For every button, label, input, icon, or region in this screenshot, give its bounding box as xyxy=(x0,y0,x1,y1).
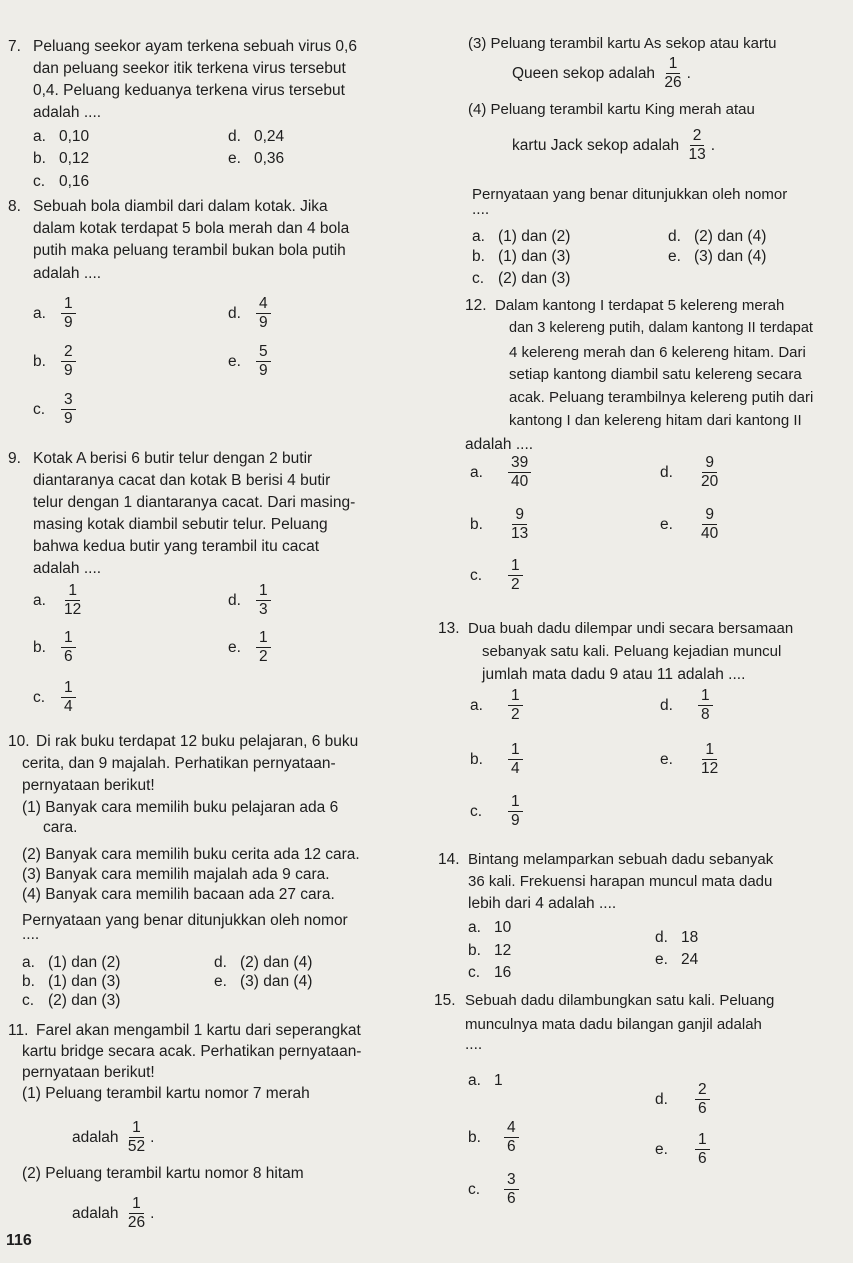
fraction: $\frac{9}{40}$ xyxy=(701,506,719,543)
q11-statement-3-value: Queen sekop adalah $\frac{1}{26}$ . xyxy=(512,55,691,92)
q15-option-d[interactable]: d. $\frac{2}{6}$ xyxy=(655,1082,712,1118)
q9-line: adalah .... xyxy=(33,560,102,577)
q9-line: masing kotak diambil sebutir telur. Peluang xyxy=(33,516,328,533)
q12-line: kantong I dan kelereng hitam dari kantong II xyxy=(509,412,802,429)
q7-line: dan peluang seekor itik terkena virus tersebut xyxy=(33,60,346,77)
q11-statement-4: (4) Peluang terambil kartu King merah atau xyxy=(468,101,755,118)
q14-option-c[interactable]: c. 16 xyxy=(468,964,512,981)
fraction: $\frac{1}{26}$ xyxy=(127,1195,146,1232)
fraction: $\frac{2}{6}$ xyxy=(695,1082,710,1118)
q7-line: 0,4. Peluang keduanya terkena virus tersebut xyxy=(33,82,345,99)
q11-statement-1-value: adalah $\frac{1}{52}$ . xyxy=(72,1119,155,1156)
q15-line: Sebuah dadu dilambungkan satu kali. Peluang xyxy=(465,992,775,1009)
fraction: $\frac{39}{40}$ xyxy=(508,455,531,491)
q11-number: 11. xyxy=(8,1022,29,1039)
q10-line: cerita, dan 9 majalah. Perhatikan pernyataan- xyxy=(22,755,336,772)
fraction: $\frac{3}{6}$ xyxy=(504,1172,519,1208)
q13-option-b[interactable]: b. $\frac{1}{4}$ xyxy=(470,742,525,778)
q11-statement-1: (1) Peluang terambil kartu nomor 7 merah xyxy=(22,1085,310,1102)
fraction: $\frac{1}{4}$ xyxy=(508,742,523,778)
q10-statement: (4) Banyak cara memilih bacaan ada 27 cara. xyxy=(22,886,335,903)
q10-statement: cara. xyxy=(43,819,78,836)
q12-option-c[interactable]: c. $\frac{1}{2}$ xyxy=(470,558,525,594)
fraction: $\frac{5}{9}$ xyxy=(256,344,271,380)
q9-option-b[interactable]: b. $\frac{1}{6}$ xyxy=(33,630,78,666)
q9-option-a[interactable]: a. $\frac{1}{12}$ xyxy=(33,583,86,619)
q11-option-a[interactable]: a. (1) dan (2) xyxy=(472,228,571,245)
q11-statement-2: (2) Peluang terambil kartu nomor 8 hitam xyxy=(22,1165,304,1182)
q12-line: Dalam kantong I terdapat 5 kelereng merah xyxy=(495,297,785,314)
q10-option-a[interactable]: a. (1) dan (2) xyxy=(22,954,121,971)
q12-option-d[interactable]: d. $\frac{9}{20}$ xyxy=(660,455,723,491)
q8-option-d[interactable]: d. $\frac{4}{9}$ xyxy=(228,296,273,332)
q12-option-e[interactable]: e. $\frac{9}{40}$ xyxy=(660,507,723,543)
q13-option-e[interactable]: e. $\frac{1}{12}$ xyxy=(660,742,723,778)
q10-statement: (3) Banyak cara memilih majalah ada 9 cara. xyxy=(22,866,330,883)
q10-number: 10. xyxy=(8,733,30,750)
fraction: $\frac{1}{6}$ xyxy=(695,1132,710,1168)
q12-line: dan 3 kelereng putih, dalam kantong II terdapat xyxy=(509,320,813,336)
q9-option-c[interactable]: c. $\frac{1}{4}$ xyxy=(33,680,78,716)
q14-option-b[interactable]: b. 12 xyxy=(468,942,512,959)
q10-line: Di rak buku terdapat 12 buku pelajaran, 6 buku xyxy=(36,733,359,750)
q7-number: 7. xyxy=(8,38,21,55)
q11-statement-3: (3) Peluang terambil kartu As sekop atau kartu xyxy=(468,35,777,52)
fraction: $\frac{4}{6}$ xyxy=(504,1120,519,1156)
q9-line: diantaranya cacat dan kotak B berisi 4 butir xyxy=(33,472,331,489)
q15-line: munculnya mata dadu bilangan ganjil adalah xyxy=(465,1016,762,1033)
q14-line: lebih dari 4 adalah .... xyxy=(468,895,617,912)
fraction: $\frac{1}{2}$ xyxy=(508,688,523,724)
q7-option-c[interactable]: c. 0,16 xyxy=(33,173,90,190)
q9-line: bahwa kedua butir yang terambil itu cacat xyxy=(33,538,320,555)
q9-line: telur dengan 1 diantaranya cacat. Dari masing- xyxy=(33,494,356,511)
q9-option-e[interactable]: e. $\frac{1}{2}$ xyxy=(228,630,273,666)
fraction: $\frac{9}{13}$ xyxy=(511,506,529,543)
fraction: $\frac{9}{20}$ xyxy=(701,454,719,491)
fraction: $\frac{2}{13}$ xyxy=(688,127,706,164)
q11-option-e[interactable]: e. (3) dan (4) xyxy=(668,248,767,265)
q8-number: 8. xyxy=(8,198,21,215)
page-number: 116 xyxy=(6,1232,32,1249)
q12-option-b[interactable]: b. $\frac{9}{13}$ xyxy=(470,507,533,543)
q11-prompt: Pernyataan yang benar ditunjukkan oleh nomor xyxy=(472,186,788,203)
fraction: $\frac{1}{3}$ xyxy=(256,583,271,619)
q12-number: 12. xyxy=(465,297,487,314)
fraction: $\frac{4}{9}$ xyxy=(256,296,271,332)
q10-option-c[interactable]: c. (2) dan (3) xyxy=(22,992,121,1009)
q12-line: setiap kantong diambil satu kelereng secara xyxy=(509,366,802,383)
q11-line: Farel akan mengambil 1 kartu dari seperangkat xyxy=(36,1022,361,1039)
q8-option-a[interactable]: a. $\frac{1}{9}$ xyxy=(33,296,78,332)
q15-option-b[interactable]: b. $\frac{4}{6}$ xyxy=(468,1120,521,1156)
q8-option-c[interactable]: c. $\frac{3}{9}$ xyxy=(33,392,78,428)
q10-statement: (1) Banyak cara memilih buku pelajaran ada 6 xyxy=(22,799,339,816)
q15-option-a[interactable]: a. 1 xyxy=(468,1072,503,1089)
q15-option-c[interactable]: c. $\frac{3}{6}$ xyxy=(468,1172,521,1208)
q8-line: putih maka peluang terambil bukan bola putih xyxy=(33,242,346,259)
fraction: $\frac{3}{9}$ xyxy=(61,392,76,428)
q15-line: .... xyxy=(465,1036,483,1053)
fraction: $\frac{1}{9}$ xyxy=(508,794,523,830)
q10-statement: (2) Banyak cara memilih buku cerita ada 12 cara. xyxy=(22,846,360,863)
q10-option-e[interactable]: e. (3) dan (4) xyxy=(214,973,313,990)
fraction: $\frac{1}{12}$ xyxy=(701,741,719,778)
q13-option-a[interactable]: a. $\frac{1}{2}$ xyxy=(470,688,525,724)
q11-statement-4-value: kartu Jack sekop adalah $\frac{2}{13}$ . xyxy=(512,127,716,164)
fraction: $\frac{2}{9}$ xyxy=(61,344,76,380)
fraction: $\frac{1}{6}$ xyxy=(61,630,76,666)
fraction: $\frac{1}{52}$ xyxy=(127,1119,146,1156)
fraction: $\frac{1}{9}$ xyxy=(61,296,76,332)
q11-option-b[interactable]: b. (1) dan (3) xyxy=(472,248,571,265)
q14-option-a[interactable]: a. 10 xyxy=(468,919,512,936)
q11-line: kartu bridge secara acak. Perhatikan pernyataan- xyxy=(22,1043,362,1060)
q12-option-a[interactable]: a. $\frac{39}{40}$ xyxy=(470,455,533,491)
q10-line: pernyataan berikut! xyxy=(22,777,155,794)
fraction: $\frac{1}{12}$ xyxy=(64,582,82,619)
q13-line: Dua buah dadu dilempar undi secara bersamaan xyxy=(468,620,794,637)
q7-option-a[interactable]: a. 0,10 xyxy=(33,128,90,145)
q10-prompt: .... xyxy=(22,926,40,943)
q9-option-d[interactable]: d. $\frac{1}{3}$ xyxy=(228,583,273,619)
q15-number: 15. xyxy=(434,992,456,1009)
fraction: $\frac{1}{4}$ xyxy=(61,680,76,716)
q13-number: 13. xyxy=(438,620,460,637)
q11-statement-2-value: adalah $\frac{1}{26}$ . xyxy=(72,1195,155,1232)
q13-line: sebanyak satu kali. Peluang kejadian muncul xyxy=(482,643,782,660)
q12-line: acak. Peluang terambilnya kelereng putih dari xyxy=(509,389,814,406)
q14-line: Bintang melamparkan sebuah dadu sebanyak xyxy=(468,851,774,868)
fraction: $\frac{1}{2}$ xyxy=(256,630,271,666)
q14-line: 36 kali. Frekuensi harapan muncul mata dadu xyxy=(468,873,773,890)
q11-option-d[interactable]: d. (2) dan (4) xyxy=(668,228,767,245)
q8-option-b[interactable]: b. $\frac{2}{9}$ xyxy=(33,344,78,380)
q9-number: 9. xyxy=(8,450,21,467)
q7-option-d[interactable]: d. 0,24 xyxy=(228,128,285,145)
q11-option-c[interactable]: c. (2) dan (3) xyxy=(472,270,571,287)
q11-prompt: .... xyxy=(472,201,490,218)
q13-option-d[interactable]: d. $\frac{1}{8}$ xyxy=(660,688,715,724)
q8-line: adalah .... xyxy=(33,265,102,282)
q7-option-e[interactable]: e. 0,36 xyxy=(228,150,285,167)
q13-option-c[interactable]: c. $\frac{1}{9}$ xyxy=(470,794,525,830)
q12-line: adalah .... xyxy=(465,436,534,453)
q7-line: adalah .... xyxy=(33,104,102,121)
q11-line: pernyataan berikut! xyxy=(22,1064,155,1081)
fraction: $\frac{1}{2}$ xyxy=(508,558,523,594)
fraction: $\frac{1}{8}$ xyxy=(698,688,713,724)
q12-line: 4 kelereng merah dan 6 kelereng hitam. Dari xyxy=(509,344,806,361)
q8-line: dalam kotak terdapat 5 bola merah dan 4 bola xyxy=(33,220,350,237)
q14-option-e[interactable]: e. 24 xyxy=(655,951,699,968)
q7-option-b[interactable]: b. 0,12 xyxy=(33,150,90,167)
q7-line: Peluang seekor ayam terkena sebuah virus 0,6 xyxy=(33,38,357,55)
q14-number: 14. xyxy=(438,851,460,868)
q8-option-e[interactable]: e. $\frac{5}{9}$ xyxy=(228,344,273,380)
q10-option-b[interactable]: b. (1) dan (3) xyxy=(22,973,121,990)
q15-option-e[interactable]: e. $\frac{1}{6}$ xyxy=(655,1132,712,1168)
q13-line: jumlah mata dadu 9 atau 11 adalah .... xyxy=(482,666,746,683)
q8-line: Sebuah bola diambil dari dalam kotak. Jika xyxy=(33,198,328,215)
q10-option-d[interactable]: d. (2) dan (4) xyxy=(214,954,313,971)
q14-option-d[interactable]: d. 18 xyxy=(655,929,699,946)
fraction: $\frac{1}{26}$ xyxy=(664,55,682,92)
q10-prompt: Pernyataan yang benar ditunjukkan oleh nomor xyxy=(22,912,348,929)
q9-line: Kotak A berisi 6 butir telur dengan 2 butir xyxy=(33,450,313,467)
